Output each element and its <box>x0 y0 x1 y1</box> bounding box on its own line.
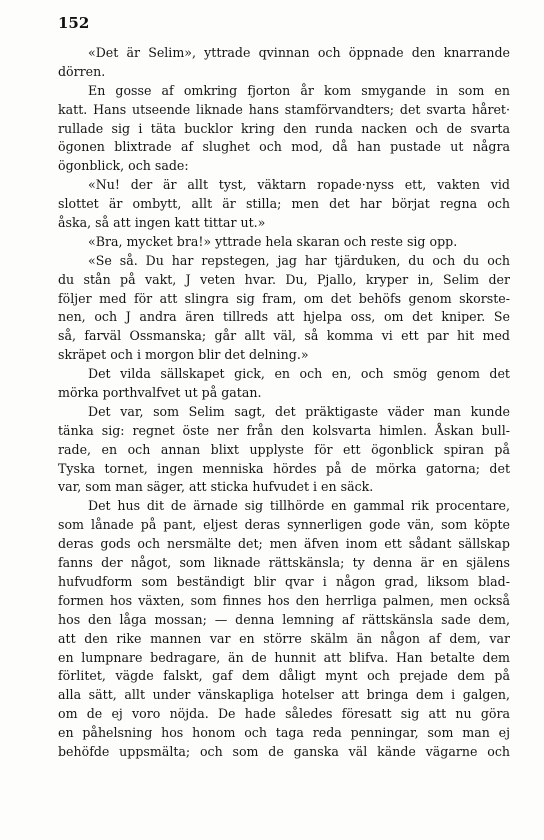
text-line: ögonen blixtrade af slughet och mod, då han pustade ut några <box>58 139 510 155</box>
text-line: alla sätt, allt under vänskapliga hotelser att bringa dem i galgen, <box>58 687 510 703</box>
text-line: tänka sig: regnet öste ner från den kolsvarta himlen. Åskan bull- <box>58 422 510 438</box>
text-line: rullade sig i täta bucklor kring den runda nacken och de svarta <box>58 120 510 136</box>
text-line: «Det är Selim», yttrade qvinnan och öppnade den knarrande <box>88 45 510 60</box>
text-line: behöfde uppsmälta; och som de ganska väl kände vägarne och <box>58 743 510 759</box>
text-line: dörren. <box>58 63 106 79</box>
text-line: katt. Hans utseende liknade hans stamförvandters; det svarta håret· <box>58 101 510 117</box>
page-number: 152 <box>58 14 90 32</box>
text-line: som lånade på pant, eljest deras synnerligen gode vän, som köpte <box>58 517 510 533</box>
text-line: slottet är ombytt, allt är stilla; men det har börjat regna och <box>58 196 510 212</box>
text-line: Det vilda sällskapet gick, en och en, och smög genom det <box>88 366 510 382</box>
text-line: hufvudform som beständigt blir qvar i någon grad, liksom blad- <box>58 573 510 589</box>
text-line: en påhelsning hos honom och taga reda penningar, som man ej <box>58 725 510 741</box>
text-line: «Nu! der är allt tyst, väktarn ropade·nyss ett, vakten vid <box>88 177 510 193</box>
text-line: förlitet, vägde falskt, gaf dem dåligt mynt och prejade dem på <box>58 668 510 684</box>
text-line: formen hos växten, som finnes hos den herrliga palmen, men också <box>58 592 510 608</box>
text-line: åska, så att ingen katt tittar ut.» <box>58 215 266 231</box>
text-line: fanns der något, som liknade rättskänsla; ty denna är en själens <box>58 555 510 571</box>
text-line: En gosse af omkring fjorton år kom smygande in som en <box>88 82 510 98</box>
text-line: om de ej voro nöjda. De hade således föresatt sig att nu göra <box>58 706 510 722</box>
text-line: ögonblick, och sade: <box>58 158 189 174</box>
body-text <box>58 44 510 762</box>
text-line: «Bra, mycket bra!» yttrade hela skaran och reste sig opp. <box>88 233 458 249</box>
text-line: Det hus dit de ärnade sig tillhörde en gammal rik procentare, <box>88 498 510 514</box>
text-line: rade, en och annan blixt upplyste för ett ögonblick spiran på <box>58 441 510 457</box>
text-line: så, farväl Ossmanska; går allt väl, så komma vi ett par hit med <box>58 328 510 344</box>
text-line: Tyska tornet, ingen menniska hördes på de mörka gatorna; det <box>58 460 510 476</box>
text-line: nen, och J andra ären tillreds att hjelpa oss, om det kniper. Se <box>58 309 510 325</box>
text-line: en lumpnare bedragare, än de hunnit att blifva. Han betalte dem <box>58 649 510 665</box>
text-line: följer med för att slingra sig fram, om det behöfs genom skorste- <box>58 290 510 306</box>
text-line: deras gods och nersmälte det; men äfven inom ett sådant sällskap <box>58 536 510 552</box>
text-line: skräpet och i morgon blir det delning.» <box>58 347 309 363</box>
text-line: var, som man säger, att sticka hufvudet i en säck. <box>58 479 374 495</box>
text-line: Det var, som Selim sagt, det präktigaste väder man kunde <box>88 403 510 419</box>
text-line: mörka porthvalfvet ut på gatan. <box>58 385 262 401</box>
text-line: hos den låga mossan; — denna lemning af rättskänsla sade dem, <box>58 611 510 627</box>
text-line: «Se så. Du har repstegen, jag har tjärduken, du och du och <box>88 252 510 268</box>
text-line: du stån på vakt, J veten hvar. Du, Pjallo, kryper in, Selim der <box>58 271 510 287</box>
text-line: att den rike mannen var en större skälm än någon af dem, var <box>58 630 510 646</box>
